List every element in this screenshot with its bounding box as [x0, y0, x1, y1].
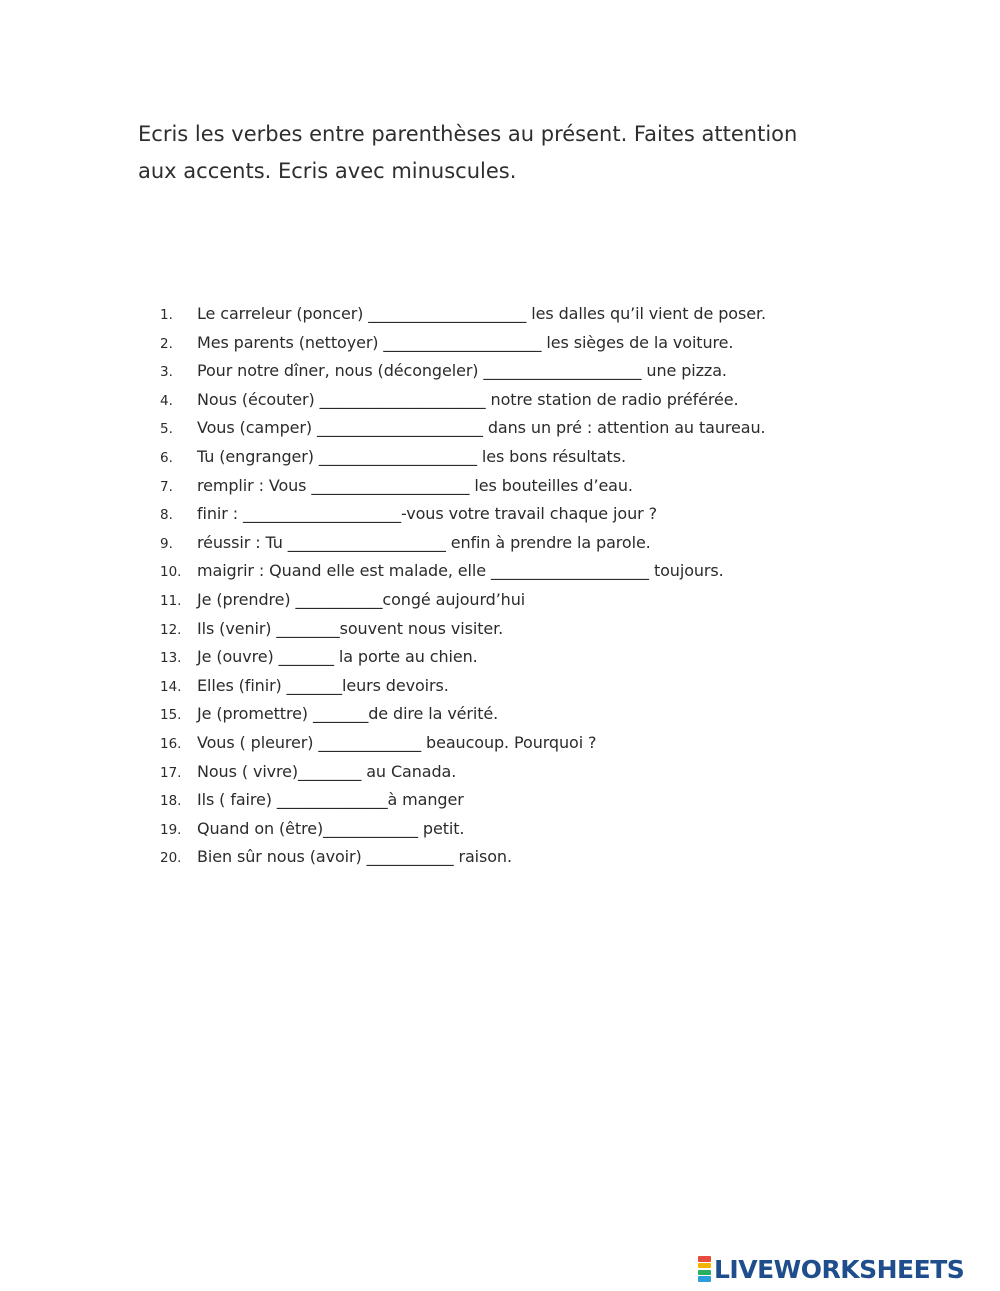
exercise-item [160, 758, 766, 787]
exercise-sentence: Nous (écouter) _____________________ notre station de radio préférée. [197, 389, 739, 409]
exercise-number: 17. [160, 764, 182, 781]
exercise-sentence: Je (prendre) ___________congé aujourd’hui [197, 589, 526, 609]
exercise-item [160, 414, 766, 443]
exercise-item [160, 843, 766, 872]
exercise-item [160, 443, 766, 472]
exercise-number: 18. [160, 793, 182, 810]
exercise-number: 8. [160, 507, 173, 524]
liveworksheets-logo [698, 1254, 964, 1284]
exercise-sentence: Bien sûr nous (avoir) ___________ raison. [197, 847, 512, 867]
instructions-text: Ecris les verbes entre parenthèses au présent. Faites attention aux accents. Ecris avec minuscules. [138, 122, 798, 183]
exercise-number: 4. [160, 392, 173, 409]
exercise-item [160, 357, 766, 386]
logo-text: LIVEWORKSHEETS [714, 1254, 965, 1284]
exercise-item [160, 672, 766, 701]
exercise-number: 19. [160, 821, 182, 838]
exercise-number: 6. [160, 449, 173, 466]
logo-mark-bar [698, 1256, 711, 1262]
exercise-number: 15. [160, 707, 182, 724]
exercise-sentence: Mes parents (nettoyer) ____________________ les sièges de la voiture. [197, 332, 734, 352]
exercise-sentence: Je (promettre) _______de dire la vérité. [197, 704, 499, 724]
exercise-number: 12. [160, 621, 182, 638]
exercise-item [160, 729, 766, 758]
logo-mark-bar [698, 1276, 711, 1282]
exercise-number: 1. [160, 307, 173, 323]
exercise-number: 16. [160, 735, 182, 752]
exercise-sentence: réussir : Tu ____________________ enfin à prendre la parole. [197, 532, 651, 552]
exercise-number: 2. [160, 335, 173, 352]
exercise-sentence: finir : ____________________-vous votre travail chaque jour ? [197, 504, 657, 524]
exercise-number: 13. [160, 650, 182, 667]
exercise-sentence: Nous ( vivre)________ au Canada. [197, 761, 457, 781]
exercise-sentence: maigrir : Quand elle est malade, elle ____________________ toujours. [197, 561, 724, 581]
exercise-number: 20. [160, 850, 182, 867]
logo-icon [698, 1256, 711, 1282]
exercise-sentence: Pour notre dîner, nous (décongeler) ____________________ une pizza. [197, 361, 727, 381]
exercise-sentence: Ils (venir) ________souvent nous visiter. [197, 618, 504, 638]
exercise-item [160, 329, 766, 358]
exercise-number: 9. [160, 535, 173, 552]
exercise-number: 10. [160, 564, 182, 581]
exercise-sentence: Ils ( faire) ______________à manger [197, 790, 464, 810]
exercise-sentence: Le carreleur (poncer) ____________________ les dalles qu’il vient de poser. [197, 304, 766, 323]
exercise-sentence: remplir : Vous ____________________ les bouteilles d’eau. [197, 475, 633, 495]
exercise-sentence: Elles (finir) _______leurs devoirs. [197, 675, 449, 695]
exercise-number: 11. [160, 592, 182, 609]
exercise-item [160, 615, 766, 644]
exercise-item [160, 386, 766, 415]
exercise-sentence: Quand on (être)____________ petit. [197, 818, 465, 838]
exercise-number: 14. [160, 678, 182, 695]
exercise-sentence: Vous ( pleurer) _____________ beaucoup. Pourquoi ? [197, 732, 597, 752]
exercise-item [160, 643, 766, 672]
exercise-item [160, 815, 766, 844]
exercise-number: 7. [160, 478, 173, 495]
exercise-sentence: Vous (camper) _____________________ dans un pré : attention au taureau. [197, 418, 766, 438]
exercise-number: 5. [160, 421, 173, 438]
exercise-list [160, 300, 766, 872]
exercise-item [160, 586, 766, 615]
exercise-item [160, 557, 766, 586]
exercise-number: 3. [160, 364, 173, 381]
exercise-item [160, 529, 766, 558]
exercise-item [160, 472, 766, 501]
logo-mark-bar [698, 1270, 711, 1276]
logo-mark-bar [698, 1263, 711, 1269]
exercise-sentence: Tu (engranger) ____________________ les bons résultats. [197, 446, 626, 466]
exercise-sentence: Je (ouvre) _______ la porte au chien. [197, 647, 478, 667]
exercise-item [160, 300, 766, 329]
exercise-item [160, 786, 766, 815]
exercise-item [160, 700, 766, 729]
exercise-item [160, 500, 766, 529]
